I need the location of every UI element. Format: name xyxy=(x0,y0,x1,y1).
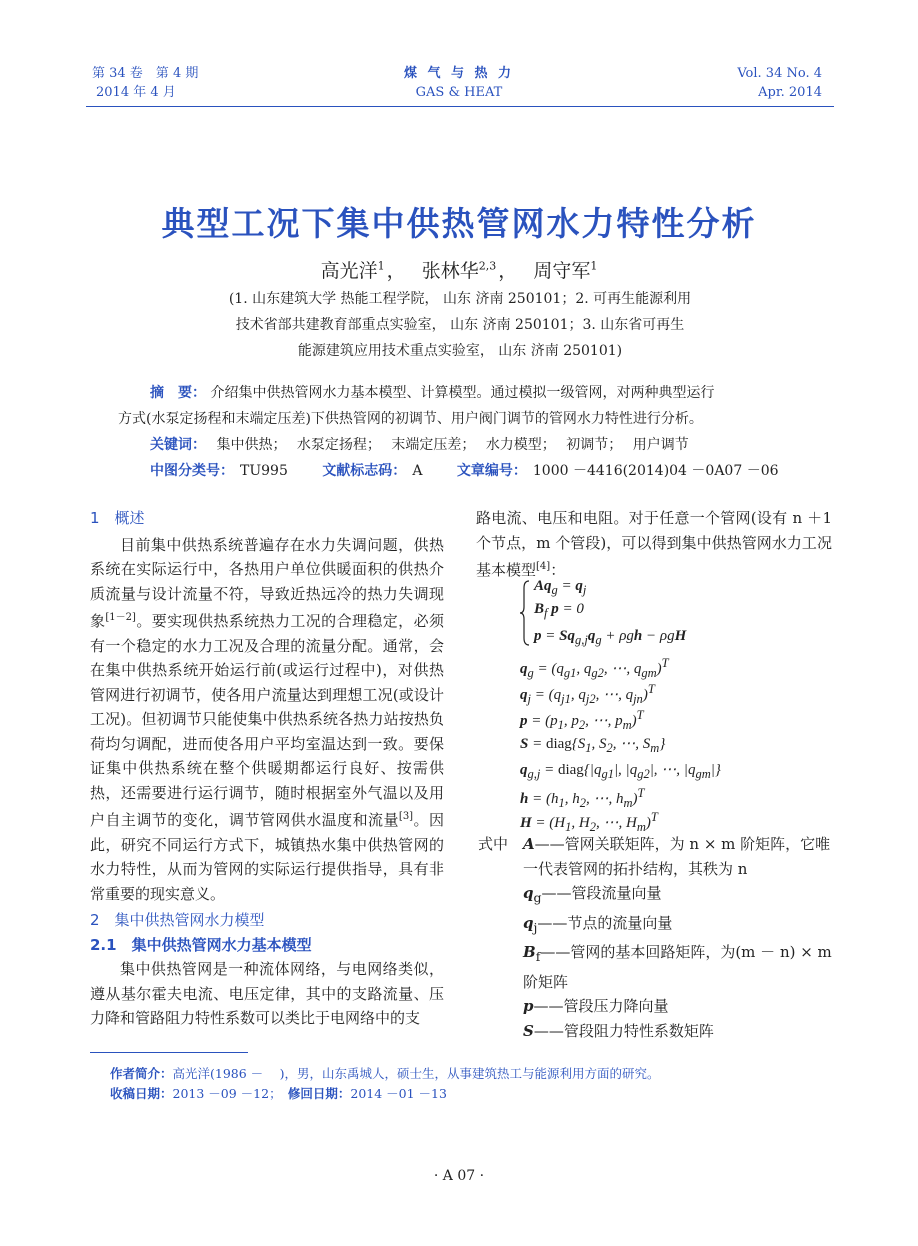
symbol-definitions xyxy=(478,832,838,1043)
equation: $H = (H_1$, $H_2$, ⋯, $H_m)^T$ xyxy=(520,810,658,834)
section-1-paragraph: 目前集中供热系统普遍存在水力失调问题，供热系统在实际运行中，各热用户单位供暖面积的供热介质流量与设计流量不符，导致近热远冷的热力失调现象[1－2]。要实现供热系统热力工况的合理稳定，必须有一个稳定的水力工况及合理的流量分配。通常，会在集中供热系统开始运行前(或运行过程中)，对供热管网进行初调节，使各用户流量达到理想工况(或设计工况)。但初调节只能使集中供热系统各热力站按热负荷均匀调配，进而使各用户平均室温达到一致。要保证集中供热系统在整个供暖期都运行良好、按需供热，还需要进行运行调节，随时根据室外气温以及用户自主调节的变化，调节管网供水温度和流量[3]。因此，研究不同运行方式下，城镇热水集中供热管网的水力特性，从而为管网的实际运行提供指导，具有非常重要的现实意义。 xyxy=(90,535,444,903)
author-affil-sup: 2,3 xyxy=(478,259,497,273)
equation: $h = (h_1$, $h_2$, ⋯, $h_m)^T$ xyxy=(520,786,645,810)
affiliation-line: 技术省部共建教育部重点实验室， 山东 济南 250101；3. 山东省可再生 xyxy=(235,317,685,333)
equation: $S = diag\{S_1$, $S_2$, ⋯, $S_m$} xyxy=(520,736,666,755)
footnote-rule xyxy=(90,1052,248,1053)
journal-name-cn: 煤 气 与 热 力 xyxy=(403,66,515,81)
right-column-intro xyxy=(476,506,832,583)
where-label: 式中 xyxy=(478,835,509,853)
keyword: 水力模型； xyxy=(485,437,556,453)
equation: $B_f$ p = 0 xyxy=(534,601,584,620)
left-column xyxy=(90,506,444,1031)
revised-label: 修回日期： xyxy=(287,1086,351,1101)
page-number: · A 07 · xyxy=(433,1168,485,1184)
footnote xyxy=(110,1064,830,1104)
author-name: 张林华 xyxy=(421,260,479,282)
keyword: 集中供热； xyxy=(216,437,287,453)
author-affil-sup: 1 xyxy=(590,259,598,273)
author-affil-sup: 1 xyxy=(377,259,385,273)
journal-volume-en xyxy=(737,64,822,102)
affiliation-line: 能源建筑应用技术重点实验室， 山东 济南 250101) xyxy=(297,343,623,359)
definition-row: p——管段压力降向量 xyxy=(523,997,669,1015)
model-intro-paragraph: 路电流、电压和电阻。对于任意一个管网(设有 n ＋1 个节点，m 个管段)，可以得到集中供热管网水力工况基本模型[4]： xyxy=(476,509,832,579)
header-rule xyxy=(86,106,834,107)
equation: $p = Sq_{g,j}q_g + \rho gh - \rho gH$ xyxy=(534,628,687,647)
abstract-line: 介绍集中供热管网水力基本模型、计算模型。通过模拟一级管网，对两种典型运行 xyxy=(210,385,715,401)
abstract-label: 摘 要： xyxy=(150,385,206,401)
affiliations xyxy=(120,286,800,364)
equation: $q_g = (q_{g1}$, $q_{g2}$, ⋯, $q_{gm})^T$ xyxy=(520,656,669,680)
equation: $q_j = (q_{j1}$, $q_{j2}$, ⋯, $q_{jn})^T$ xyxy=(520,682,655,706)
keyword: 初调节； xyxy=(566,437,623,453)
classification-row xyxy=(150,458,850,484)
keywords xyxy=(150,432,850,458)
section-2-1-heading: 2.1 集中供热管网水力基本模型 xyxy=(90,935,312,954)
article-no-label: 文章编号： xyxy=(456,463,527,479)
equation: $Aq_g = q_j$ xyxy=(534,578,587,597)
received-date: 2013 －09 －12； xyxy=(172,1086,276,1101)
author-bio-text: 高光洋(1986 － )，男，山东禹城人，硕士生，从事建筑热工与能源利用方面的研究。 xyxy=(172,1066,660,1081)
equation: $p = (p_1$, $p_2$, ⋯, $p_m)^T$ xyxy=(520,708,644,732)
received-label: 收稿日期： xyxy=(110,1086,173,1101)
author-name: 周守军 xyxy=(533,260,591,282)
section-2-heading: 2 集中供热管网水力模型 xyxy=(90,911,265,929)
keyword: 末端定压差； xyxy=(391,437,476,453)
keywords-label: 关键词： xyxy=(150,437,206,453)
citation: [3] xyxy=(398,811,414,822)
equation: $q_{g,j}$ = $diag\{|q_{g1}|$, $|q_{g2}|$, ⋯, $|q_{gm}|$} xyxy=(520,762,721,781)
abstract-line: 方式(水泵定扬程和末端定压差)下供热管网的初调节、用户阀门调节的管网水力特性进行分析。 xyxy=(118,411,703,427)
doc-code-value: A xyxy=(412,463,423,479)
section-1-heading: 1 概述 xyxy=(90,509,145,527)
keyword: 用户调节 xyxy=(632,437,689,453)
article-no-value: 1000 －4416(2014)04 －0A07 －06 xyxy=(532,463,779,479)
author-bio-label: 作者简介： xyxy=(110,1066,173,1081)
affiliation-line: (1. 山东建筑大学 热能工程学院， 山东 济南 250101；2. 可再生能源利用 xyxy=(228,291,692,307)
equation-system-brace xyxy=(520,580,530,646)
citation: [4] xyxy=(536,561,551,572)
definition-row: S——管段阻力特性系数矩阵 xyxy=(523,1021,714,1040)
doc-code-label: 文献标志码： xyxy=(322,463,407,479)
definition-row: $q_j——$节点的流量向量 xyxy=(523,913,673,935)
definition-row: A——管网关联矩阵，为 n × m 阶矩阵，它唯一代表管网的拓扑结构，其秩为 n xyxy=(523,835,831,878)
revised-date: 2014 －01 －13 xyxy=(350,1086,447,1101)
section-2-1-paragraph: 集中供热管网是一种流体网络，与电网络类似，遵从基尔霍夫电流、电压定律，其中的支路流量、压力降和管路阻力特性系数可以类比于电网络中的支 xyxy=(90,960,444,1027)
author-list: 高光洋$^1$ ， 张林华$^{2,3}$ ， 周守军$^1$ xyxy=(320,259,598,282)
clc-label: 中图分类号： xyxy=(150,463,234,479)
definition-row: $q_g——$管段流量向量 xyxy=(523,884,662,905)
paper-title: 典型工况下集中供热管网水力特性分析 xyxy=(161,204,757,243)
volume-issue-text: 第 34 卷 第 4 期 xyxy=(92,66,199,81)
author-name: 高光洋 xyxy=(320,260,378,282)
citation: [1－2] xyxy=(105,612,136,623)
clc-value: TU995 xyxy=(240,463,288,479)
date-en-text: Apr. 2014 xyxy=(758,85,822,100)
definition-row: $B_f——$管网的基本回路矩阵，为(m － n) × m 阶矩阵 xyxy=(523,943,832,991)
volume-en-text: Vol. 34 No. 4 xyxy=(737,66,822,81)
journal-name-en: GAS & HEAT xyxy=(415,85,503,100)
abstract xyxy=(118,380,818,432)
issue-date-text: 2014 年 4 月 xyxy=(96,85,176,100)
keyword: 水泵定扬程； xyxy=(296,437,381,453)
